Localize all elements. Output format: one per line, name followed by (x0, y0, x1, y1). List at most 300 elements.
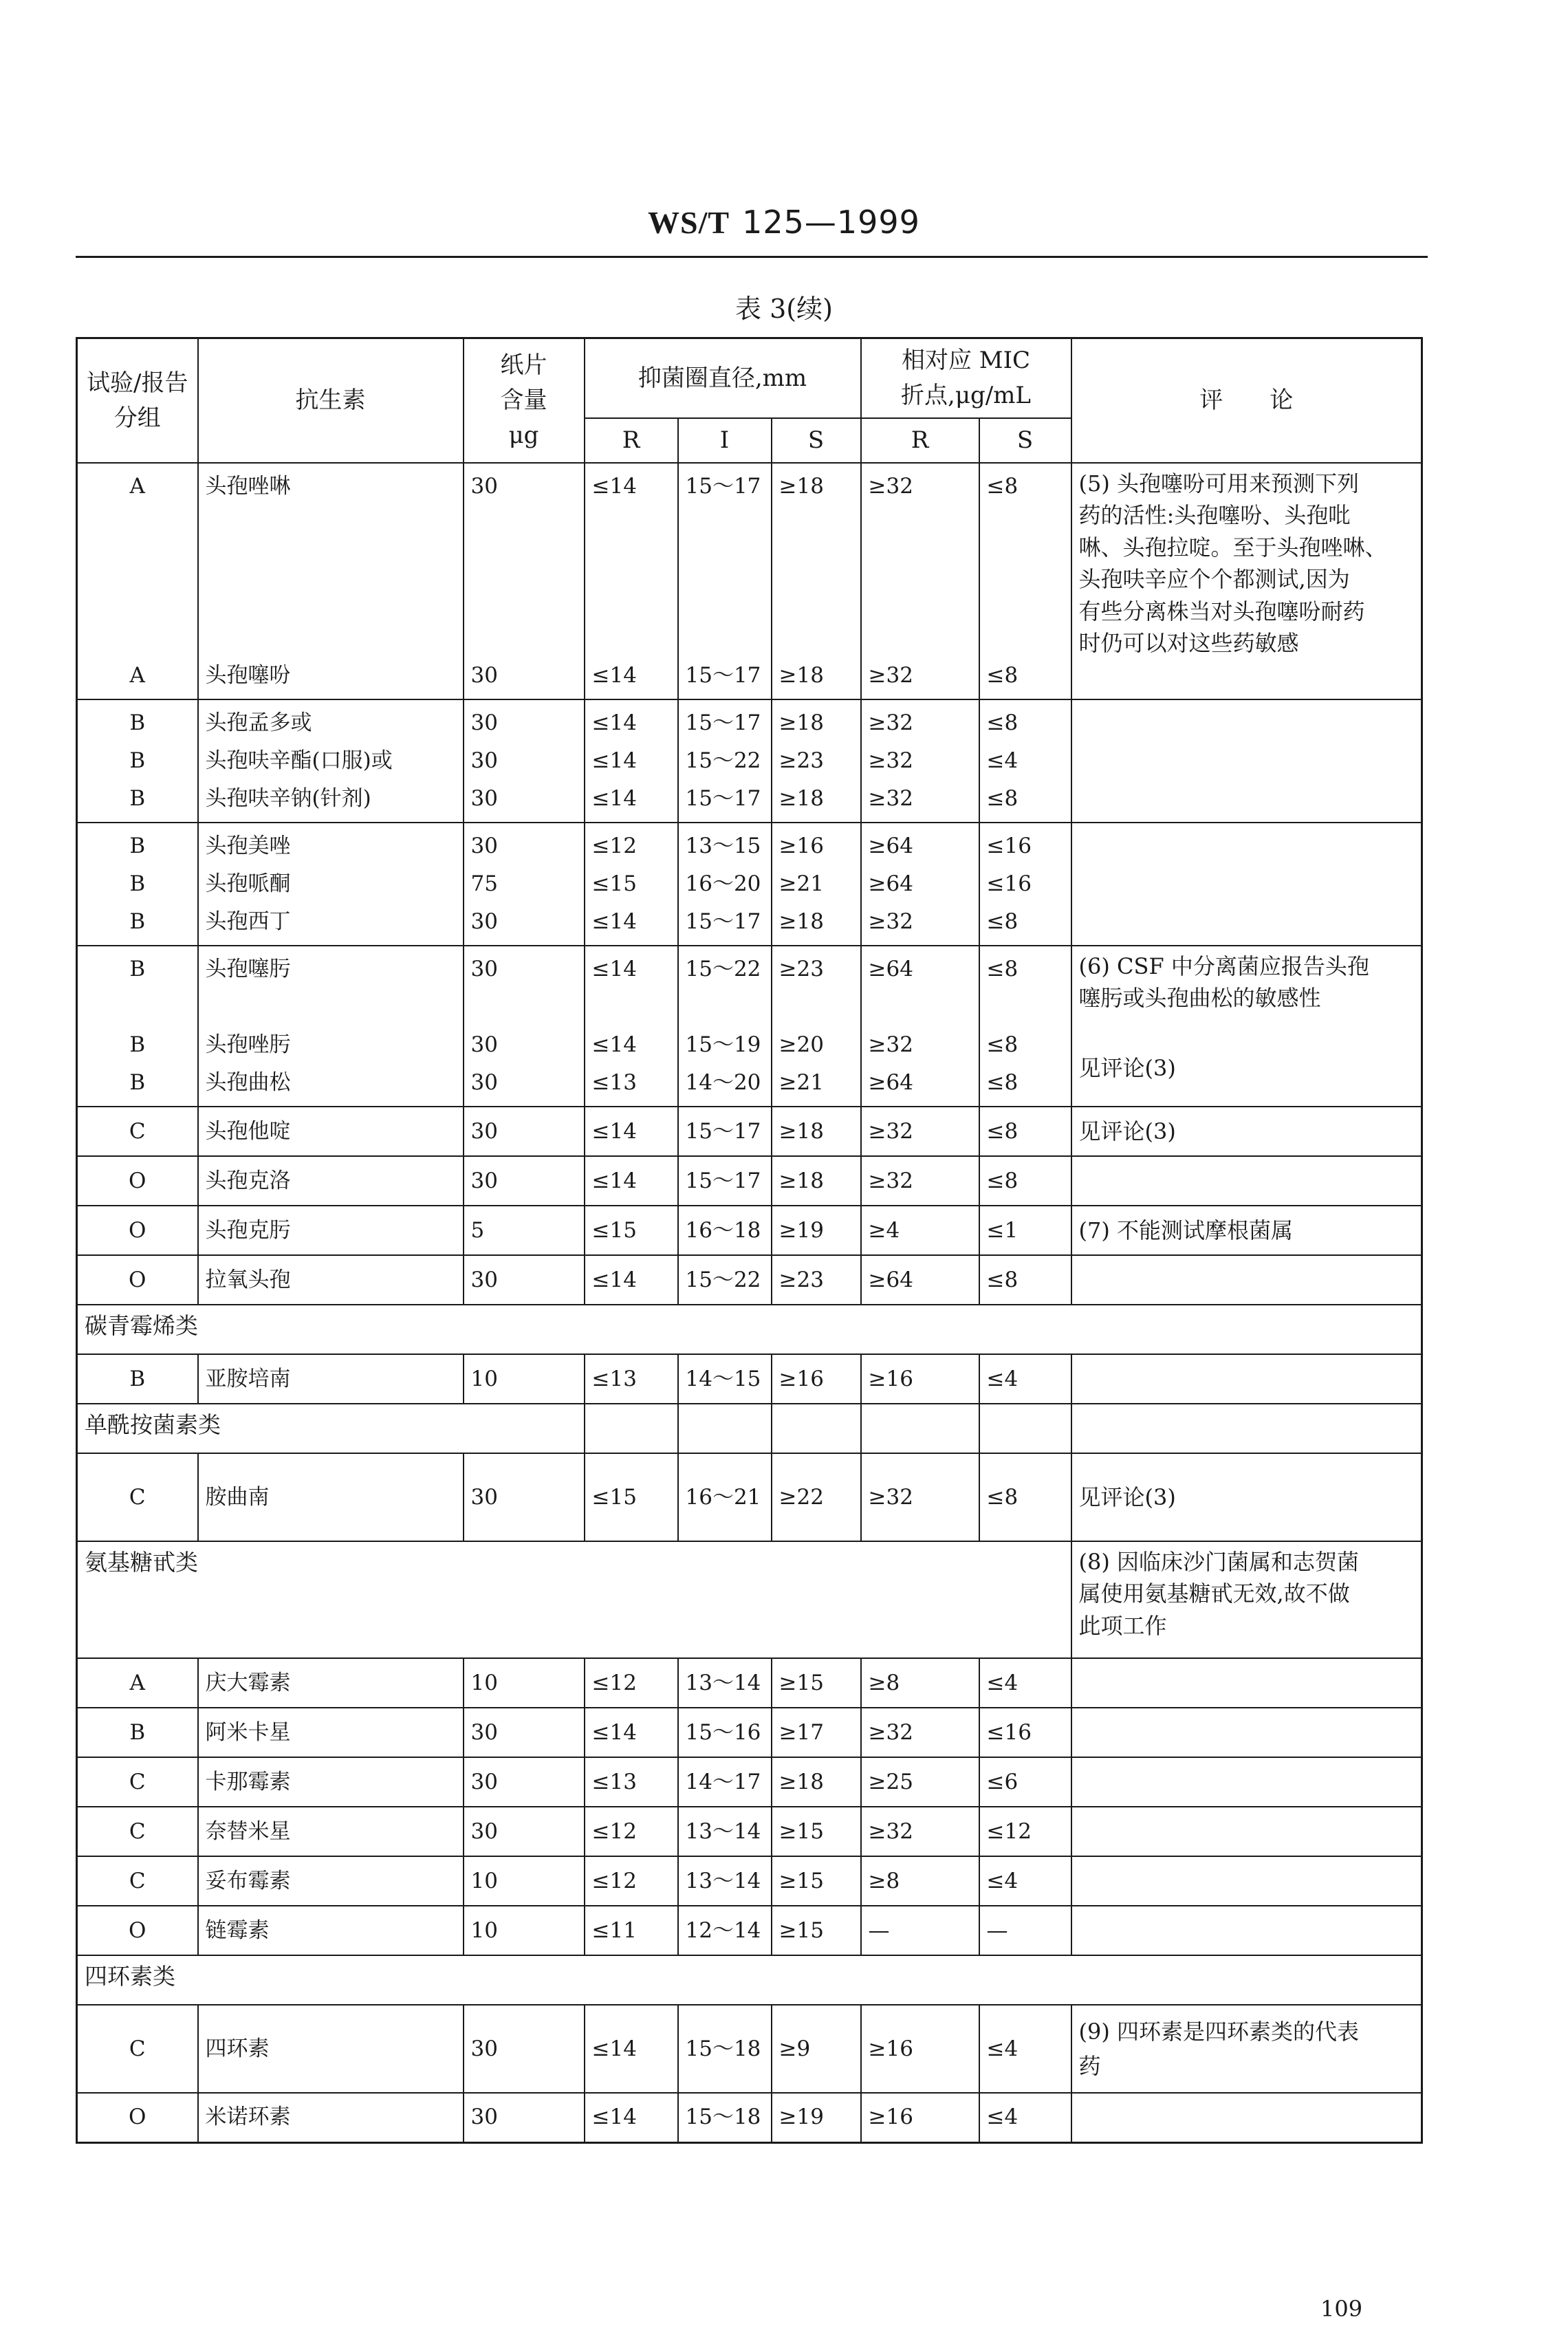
zone-r: ≤14 (591, 909, 637, 934)
zone-i-column (678, 1206, 772, 1255)
zone-s: ≥23 (778, 1267, 824, 1292)
category-title: 四环素类 (77, 1955, 1422, 2005)
document-header (0, 204, 1568, 241)
mic-breakpoint-header: 相对应 MIC 折点,μg/mL (861, 338, 1071, 419)
mic-s: ≤12 (979, 1807, 1071, 1856)
group-cell: C (77, 1453, 198, 1541)
zone-r: ≤12 (591, 834, 637, 858)
comment-cell (1071, 463, 1422, 699)
disk-content: 30 (470, 748, 498, 773)
category-title: 氨基糖甙类 (77, 1541, 1071, 1658)
mic-s: ≤8 (986, 1032, 1019, 1057)
mic-s: ≤4 (979, 1354, 1071, 1404)
zone-r: ≤13 (585, 1354, 678, 1404)
zone-s: ≥18 (778, 474, 824, 499)
table-row (77, 699, 1422, 823)
mic-r: ≥64 (868, 871, 913, 896)
zone-diameter-header: 抑菌圈直径,mm (585, 338, 861, 419)
comment-line: (5) 头孢噻吩可用来预测下列 (1078, 470, 1360, 497)
mic-r: ≥16 (861, 1354, 979, 1404)
mic-r: ≥32 (868, 474, 913, 499)
zone-i-column (678, 1156, 772, 1206)
disk-content-column (464, 1107, 585, 1156)
disk-content: 30 (470, 1267, 498, 1292)
antibiotic-name: 头孢孟多或 (205, 710, 312, 735)
zone-i-column (678, 823, 772, 946)
zone-i: 15～22 (685, 748, 761, 773)
zone-r-column (585, 946, 678, 1107)
zone-s: ≥21 (778, 1070, 824, 1095)
comment-line: (8) 因临床沙门菌属和志贺菌 (1078, 1549, 1360, 1575)
disk-content: 10 (464, 1658, 585, 1708)
mic-s-column (979, 1206, 1071, 1255)
comment-cell (1071, 1107, 1422, 1156)
mic-s: ≤16 (986, 834, 1032, 858)
zone-i: 16～18 (685, 1217, 761, 1243)
mic-r: ≥32 (868, 748, 913, 773)
mic-r: ≥25 (861, 1757, 979, 1807)
comment-line: (9) 四环素是四环素类的代表 (1078, 2019, 1360, 2045)
antibiotic-name: 头孢美唑 (205, 834, 291, 858)
zone-i: 13～14 (678, 1807, 772, 1856)
group-cell: C (77, 1757, 198, 1807)
mic-s-column (979, 1255, 1071, 1305)
antibiotic-name: 庆大霉素 (198, 1658, 464, 1708)
zone-s-header: S (772, 418, 861, 463)
group-cell: B (129, 1070, 146, 1095)
disk-content-column (464, 1206, 585, 1255)
group-cell: A (129, 474, 145, 499)
mic-r: ≥32 (868, 909, 913, 934)
zone-s: ≥18 (772, 1757, 861, 1807)
zone-s: ≥16 (778, 834, 824, 858)
mic-s-column (979, 463, 1071, 699)
zone-s-column (772, 463, 861, 699)
mic-s: ≤4 (979, 1856, 1071, 1906)
comment-line: 属使用氨基糖甙无效,故不做 (1078, 1580, 1350, 1607)
antibiotic-name: 头孢呋辛钠(针剂) (205, 786, 371, 811)
comment-cell (1071, 1206, 1422, 1255)
antibiotic-name: 亚胺培南 (198, 1354, 464, 1404)
zone-r: ≤14 (585, 2005, 678, 2093)
antibiotic-name-column (198, 1156, 464, 1206)
antibiotic-name: 阿米卡星 (198, 1708, 464, 1757)
category-row (77, 1955, 1422, 2005)
zone-r: ≤11 (585, 1906, 678, 1955)
comment-line: 噻肟或头孢曲松的敏感性 (1078, 985, 1321, 1012)
zone-s: ≥9 (772, 2005, 861, 2093)
empty-cell (1071, 1404, 1422, 1453)
mic-s: ≤8 (986, 909, 1019, 934)
mic-r: ≥32 (868, 786, 913, 811)
category-row (77, 1404, 1422, 1453)
table-row (77, 1255, 1422, 1305)
group-cell: B (129, 786, 146, 811)
table-row (77, 2093, 1422, 2142)
zone-i: 15～18 (678, 2005, 772, 2093)
antibiotic-name-column (198, 699, 464, 823)
zone-r: ≤12 (585, 1856, 678, 1906)
mic-r-column (861, 463, 979, 699)
comment-cell (1071, 1156, 1422, 1206)
table-row (77, 1107, 1422, 1156)
zone-s: ≥17 (772, 1708, 861, 1757)
mic-r-column (861, 1107, 979, 1156)
disk-content-column (464, 946, 585, 1107)
zone-r: ≤14 (591, 786, 637, 811)
mic-s: ≤8 (986, 1118, 1019, 1144)
group-cell: B (129, 834, 146, 858)
zone-r: ≤14 (591, 1267, 637, 1292)
zone-s-column (772, 1206, 861, 1255)
comment-cell (1071, 1708, 1422, 1757)
comment-cell (1071, 2093, 1422, 2142)
zone-r: ≤12 (585, 1807, 678, 1856)
mic-r: ≥32 (861, 1708, 979, 1757)
antibiotic-name-column (198, 1255, 464, 1305)
mic-r: ≥8 (861, 1856, 979, 1906)
mic-s: — (979, 1906, 1071, 1955)
table-row (77, 1856, 1422, 1906)
zone-s: ≥18 (778, 909, 824, 934)
category-title: 单酰按菌素类 (77, 1404, 585, 1453)
group-cell-column (77, 823, 198, 946)
mic-r: ≥32 (861, 1807, 979, 1856)
table-caption: 表 3(续) (735, 294, 833, 324)
zone-i-column (678, 463, 772, 699)
zone-s-column (772, 823, 861, 946)
standard-number: 125—1999 (742, 204, 920, 241)
group-cell-column (77, 1206, 198, 1255)
group-cell: O (129, 1217, 146, 1243)
antibiotic-name: 头孢曲松 (205, 1070, 291, 1095)
group-cell: B (129, 957, 146, 981)
mic-s: ≤8 (986, 957, 1019, 981)
disk-content: 10 (464, 1354, 585, 1404)
zone-r: ≤14 (591, 957, 637, 981)
mic-s-header: S (979, 418, 1071, 463)
zone-i: 15～17 (685, 909, 761, 934)
antibiotic-name: 头孢唑肟 (205, 1032, 291, 1057)
disk-content: 30 (464, 2005, 585, 2093)
mic-r: ≥16 (861, 2005, 979, 2093)
antibiotic-name-column (198, 1206, 464, 1255)
disk-content-header: 纸片 含量 μg (464, 338, 585, 464)
antibiotic-name: 拉氧头孢 (205, 1267, 291, 1292)
group-cell: O (77, 1906, 198, 1955)
zone-i: 16～21 (678, 1453, 772, 1541)
antibiotic-name: 头孢噻吩 (205, 663, 291, 688)
zone-r-column (585, 699, 678, 823)
group-cell: B (129, 871, 146, 896)
group-cell: O (77, 2093, 198, 2142)
antibiotic-name: 头孢克肟 (205, 1217, 291, 1243)
zone-r-header: R (585, 418, 678, 463)
zone-r: ≤15 (591, 1217, 637, 1243)
mic-r: — (861, 1906, 979, 1955)
group-cell-column (77, 1107, 198, 1156)
table-row (77, 463, 1422, 699)
zone-r: ≤14 (591, 1118, 637, 1144)
zone-s: ≥23 (778, 957, 824, 981)
mic-r: ≥32 (868, 1032, 913, 1057)
zone-s-column (772, 1255, 861, 1305)
zone-s-column (772, 1156, 861, 1206)
group-header: 试验/报告 分组 (77, 338, 198, 464)
table-row (77, 2005, 1422, 2093)
zone-r-column (585, 463, 678, 699)
mic-s: ≤8 (986, 474, 1019, 499)
mic-r: ≥64 (868, 957, 913, 981)
comment-line: 见评论(3) (1078, 1484, 1176, 1510)
comment-cell (1071, 1757, 1422, 1807)
mic-s: ≤8 (986, 786, 1019, 811)
group-cell-column (77, 699, 198, 823)
mic-s: ≤8 (986, 663, 1019, 688)
table-header (77, 338, 1422, 464)
zone-r: ≤14 (591, 474, 637, 499)
antibiotic-name: 头孢噻肟 (205, 957, 291, 981)
disk-content: 75 (470, 871, 498, 896)
group-cell: B (77, 1708, 198, 1757)
mic-s: ≤16 (986, 871, 1032, 896)
mic-r-column (861, 1156, 979, 1206)
comment-line: 时仍可以对这些药敏感 (1078, 629, 1299, 656)
mic-s: ≤4 (979, 2005, 1071, 2093)
group-cell: C (77, 2005, 198, 2093)
zone-i: 13～14 (678, 1856, 772, 1906)
empty-cell (979, 1404, 1071, 1453)
zone-s: ≥18 (778, 1168, 824, 1193)
comment-line: 见评论(3) (1078, 1118, 1176, 1144)
disk-content: 30 (470, 786, 498, 811)
disk-content: 30 (470, 663, 498, 688)
comment-cell (1071, 823, 1422, 946)
zone-i: 15～22 (685, 1267, 761, 1292)
zone-i: 15～17 (685, 663, 761, 688)
mic-s-column (979, 1156, 1071, 1206)
disk-content: 30 (464, 1708, 585, 1757)
comment-line: (6) CSF 中分离菌应报告头孢 (1078, 953, 1369, 979)
zone-r: ≤15 (591, 871, 637, 896)
zone-r-column (585, 823, 678, 946)
zone-s: ≥18 (778, 710, 824, 735)
zone-r: ≤14 (591, 663, 637, 688)
antibiotic-name: 四环素 (198, 2005, 464, 2093)
antibiotic-name: 链霉素 (198, 1906, 464, 1955)
disk-content: 10 (464, 1856, 585, 1906)
zone-i-column (678, 1255, 772, 1305)
comment-line: 药的活性:头孢噻吩、头孢吡 (1078, 502, 1351, 529)
empty-cell (861, 1404, 979, 1453)
comment-line: 头孢呋辛应个个都测试,因为 (1078, 566, 1350, 593)
zone-i: 16～20 (685, 871, 761, 896)
disk-content: 10 (464, 1906, 585, 1955)
category-row (77, 1305, 1422, 1354)
category-title: 碳青霉烯类 (77, 1305, 1422, 1354)
zone-i: 15～17 (685, 474, 761, 499)
comment-line: (7) 不能测试摩根菌属 (1078, 1217, 1294, 1243)
zone-i: 15～17 (685, 786, 761, 811)
mic-r-column (861, 1255, 979, 1305)
zone-s: ≥23 (778, 748, 824, 773)
mic-r: ≥32 (868, 710, 913, 735)
comment-cell (1071, 1354, 1422, 1404)
antibiotic-name-column (198, 823, 464, 946)
disk-content: 30 (470, 909, 498, 934)
table-row (77, 1658, 1422, 1708)
antibiotic-name: 胺曲南 (198, 1453, 464, 1541)
comment-cell (1071, 1807, 1422, 1856)
group-cell: B (129, 1032, 146, 1057)
antibiotic-name-column (198, 946, 464, 1107)
antibiotic-name: 头孢呋辛酯(口服)或 (205, 748, 393, 773)
antibiotic-name: 妥布霉素 (198, 1856, 464, 1906)
disk-content: 30 (470, 474, 498, 499)
disk-content-column (464, 1156, 585, 1206)
comment-cell (1071, 1255, 1422, 1305)
zone-r: ≤14 (585, 1708, 678, 1757)
mic-r-column (861, 946, 979, 1107)
mic-r-column (861, 823, 979, 946)
zone-i: 15～22 (685, 957, 761, 981)
zone-s: ≥15 (772, 1906, 861, 1955)
group-cell: A (129, 663, 145, 688)
zone-i: 14～17 (678, 1757, 772, 1807)
comment-cell (1071, 1658, 1422, 1708)
disk-content: 30 (470, 1070, 498, 1095)
mic-s: ≤4 (986, 748, 1019, 773)
category-comment (1071, 1541, 1422, 1658)
disk-content: 30 (464, 1757, 585, 1807)
disk-content: 30 (470, 834, 498, 858)
zone-i-column (678, 699, 772, 823)
comment-cell (1071, 699, 1422, 823)
empty-cell (678, 1404, 772, 1453)
table-row (77, 1354, 1422, 1404)
antibiotic-name: 奈替米星 (198, 1807, 464, 1856)
mic-r: ≥4 (868, 1217, 900, 1243)
category-row (77, 1541, 1422, 1658)
zone-s: ≥20 (778, 1032, 824, 1057)
table-row (77, 946, 1422, 1107)
zone-s-column (772, 699, 861, 823)
empty-cell (585, 1404, 678, 1453)
mic-r: ≥32 (868, 1118, 913, 1144)
comment-cell (1071, 946, 1422, 1107)
zone-i: 15～17 (685, 1168, 761, 1193)
zone-r: ≤13 (591, 1070, 637, 1095)
zone-r: ≤14 (591, 710, 637, 735)
group-cell-column (77, 946, 198, 1107)
group-cell: C (77, 1856, 198, 1906)
disk-content-column (464, 1255, 585, 1305)
header-rule (76, 256, 1428, 258)
table-body (77, 463, 1422, 2142)
disk-content: 30 (470, 1118, 498, 1144)
zone-i-column (678, 1107, 772, 1156)
comment-line: 见评论(3) (1078, 1054, 1176, 1081)
disk-content-column (464, 823, 585, 946)
page-number: 109 (1320, 2296, 1363, 2322)
antibiotic-name: 头孢哌酮 (205, 871, 291, 896)
mic-s: ≤6 (979, 1757, 1071, 1807)
zone-r: ≤14 (591, 1168, 637, 1193)
antibiotic-name-column (198, 463, 464, 699)
zone-r-column (585, 1156, 678, 1206)
zone-s: ≥18 (778, 1118, 824, 1144)
zone-s-column (772, 1107, 861, 1156)
zone-i: 13～14 (678, 1658, 772, 1708)
disk-content: 30 (470, 1168, 498, 1193)
disk-content: 30 (470, 957, 498, 981)
standard-code: WS/T (648, 205, 730, 240)
mic-r: ≥32 (861, 1453, 979, 1541)
group-cell: B (129, 748, 146, 773)
table-row (77, 1807, 1422, 1856)
mic-r: ≥8 (861, 1658, 979, 1708)
comment-cell (1071, 2005, 1422, 2093)
antibiotic-name: 头孢西丁 (205, 909, 291, 934)
zone-s: ≥15 (772, 1658, 861, 1708)
mic-r-column (861, 1206, 979, 1255)
zone-i: 12～14 (678, 1906, 772, 1955)
zone-i: 13～15 (685, 834, 761, 858)
group-cell: B (77, 1354, 198, 1404)
group-cell-column (77, 463, 198, 699)
zone-r: ≤14 (591, 748, 637, 773)
disk-content: 30 (464, 2093, 585, 2142)
zone-i: 15～17 (685, 1118, 761, 1144)
comment-header: 评 论 (1071, 338, 1422, 464)
zone-i-column (678, 946, 772, 1107)
group-cell: A (77, 1658, 198, 1708)
zone-i: 14～20 (685, 1070, 761, 1095)
zone-s: ≥19 (772, 2093, 861, 2142)
group-cell: C (77, 1807, 198, 1856)
table-row (77, 1206, 1422, 1255)
zone-s: ≥21 (778, 871, 824, 896)
mic-s: ≤8 (986, 1168, 1019, 1193)
disk-content: 30 (464, 1453, 585, 1541)
mic-s: ≤8 (986, 710, 1019, 735)
antibiotic-name: 卡那霉素 (198, 1757, 464, 1807)
zone-s: ≥15 (772, 1807, 861, 1856)
empty-cell (772, 1404, 861, 1453)
mic-r-column (861, 699, 979, 823)
mic-s: ≤8 (979, 1453, 1071, 1541)
mic-s-column (979, 946, 1071, 1107)
group-cell: B (129, 710, 146, 735)
mic-r: ≥16 (861, 2093, 979, 2142)
group-cell: O (129, 1267, 146, 1292)
zone-r-column (585, 1107, 678, 1156)
mic-s: ≤1 (986, 1217, 1019, 1243)
table-row (77, 823, 1422, 946)
zone-r-column (585, 1206, 678, 1255)
mic-r-header: R (861, 418, 979, 463)
zone-s: ≥18 (778, 786, 824, 811)
zone-s-column (772, 946, 861, 1107)
antibiotic-name-column (198, 1107, 464, 1156)
mic-r: ≥32 (868, 1168, 913, 1193)
mic-r: ≥64 (868, 834, 913, 858)
comment-line: 有些分离株当对头孢噻吩耐药 (1078, 598, 1365, 624)
mic-s-column (979, 699, 1071, 823)
comment-cell (1071, 1906, 1422, 1955)
mic-r: ≥64 (868, 1267, 913, 1292)
group-cell-column (77, 1255, 198, 1305)
